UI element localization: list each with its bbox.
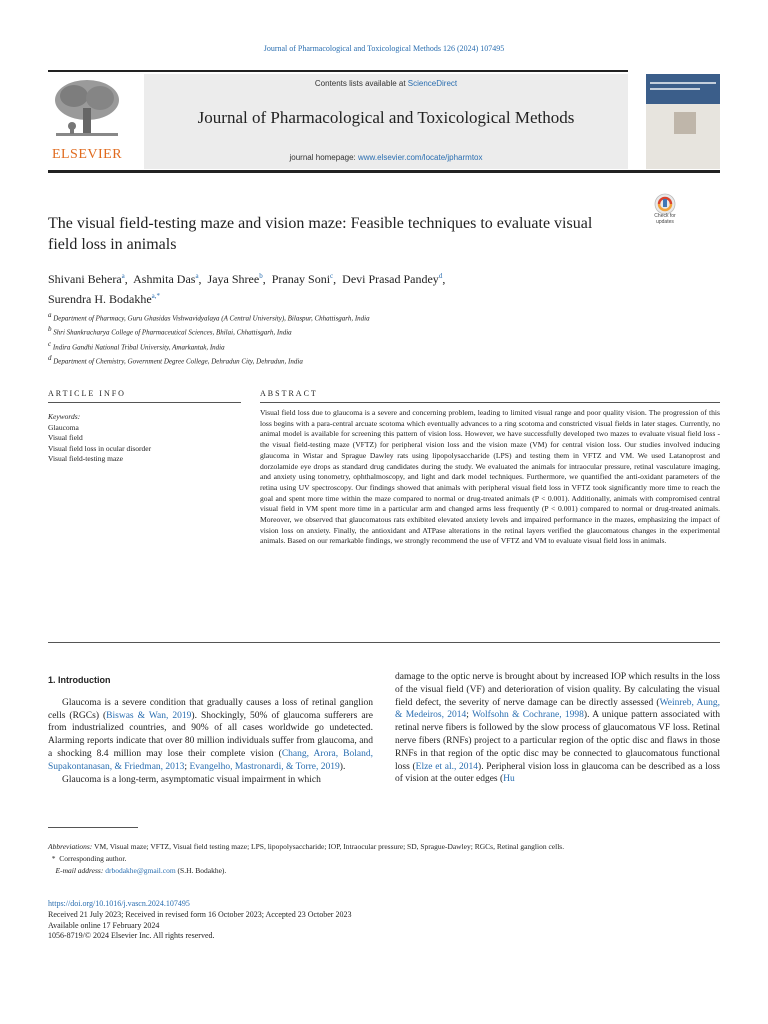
journal-homepage-link[interactable]: www.elsevier.com/locate/jpharmtox — [358, 153, 483, 162]
email-link[interactable]: drbodakhe@gmail.com — [105, 866, 176, 875]
text-run: ). Peripheral vision loss in glaucoma can be described as a loss of vision at the outer edges ( — [395, 761, 720, 785]
footnotes — [48, 841, 720, 877]
author-name: Shivani Behera — [48, 272, 122, 286]
text-run: damage to the optic nerve is brought about by increased IOP which results in the loss of the visual field (VF) and deterioration of vision quality. By calculating the visual field defect, the severity of nerve damage can be directly assessed ( — [395, 672, 720, 708]
affiliation-text: Department of Pharmacy, Guru Ghasidas Vishwavidyalaya (A Central University), Bilaspur, Chhattisgarh, India — [53, 314, 370, 323]
text-run: Glaucoma is a severe condition that gradually causes a loss of retinal ganglion cells (RGCs) ( — [48, 697, 373, 721]
section-heading-introduction: 1. Introduction — [48, 675, 111, 685]
contents-line — [144, 79, 628, 88]
elsevier-tree-icon — [52, 78, 122, 140]
doi-link[interactable]: https://doi.org/10.1016/j.vascn.2024.107495 — [48, 899, 190, 908]
running-head[interactable]: Journal of Pharmacological and Toxicological Methods 126 (2024) 107495 — [263, 44, 505, 53]
abbreviations-text: VM, Visual maze; VFTZ, Visual field testing maze; LPS, lipopolysaccharide; IOP, Intraocular pressure; SD, Sprague-Dawley; RGCs, Retinal ganglion cells. — [92, 842, 565, 851]
abstract-text: Visual field loss due to glaucoma is a severe and concerning problem, leading to limited visual range and poor quality vision. The progression of this loss begins with a para-central arcuate scotoma which eventually advances to a ring scotoma and constricted visual fields in later stages. Currently, no animal model is available for screening this pattern of vision loss. However, we have successfully developed two mazes to evaluate visual field loss - the visual field-testing maze (VFTZ) for peripheral vision loss and the vision maze (VM) for central vision loss. Our studies involved inducing glaucoma in Wistar and Sprague Dawley rats using lipopolysaccharide (LPS) and testing them in VFTZ and VM. We used Latanoprost and dorzolamide eye drops as standard drug candidates during the study. We evaluated the animals for intraocular pressure, retinal vasculature imaging, and anxiety using tonometry, ophthalmoscopy, and light and dark model techniques. Furthermore, we quantified the anti-oxidant parameters of the retina using UV spectroscopy. Our findings showed that animals with peripheral visual field loss in VFTZ took significantly more time to reach the goal and spent more time within the maze compared to normal or drug-treated animals (P < 0.001). Additionally, animals with compromised central visual field in VM spent more time in a particular arm and changed arms less frequently (P < 0.001) compared to normal or drug-treated animals. Moreover, we observed that glaucomatous rats exhibited elevated anxiety levels and impaired performance in the mazes, emphasizing the impact of vision loss on anxiety. Finally, the antioxidant and ATPase alterations in the retinal layers verified the glaucomatous changes in the experimental animals. Based on our remarkable findings, we strongly recommend the use of VFTZ and VM to evaluate visual field loss in animals. — [260, 408, 720, 546]
author-affil-link[interactable]: d — [438, 272, 443, 280]
abstract-heading: ABSTRACT — [260, 389, 318, 398]
abstract-bottom-rule — [48, 642, 720, 643]
author-affil-link[interactable]: a — [195, 272, 199, 280]
cover-line — [650, 88, 700, 90]
author-name: Surendra H. Bodakhe — [48, 292, 152, 306]
intro-paragraph — [48, 697, 373, 774]
masthead-bottom-rule — [48, 170, 720, 173]
check-for-updates-label[interactable] — [643, 213, 687, 225]
abstract-rule — [260, 402, 720, 403]
affiliation-item — [48, 353, 668, 367]
abbreviations-footnote — [48, 841, 720, 853]
author-affil-link[interactable]: b — [259, 272, 263, 280]
text-run: ). Shockingly, 50% of glaucoma sufferers are from industrialized countries, and 90% of all cases worldwide go undetected. Alarming reports indicate that over 80 million individuals suffer from glaucoma, and a shocking 8.4 million may lose their complete vision ( — [48, 710, 373, 759]
publication-info — [48, 899, 720, 942]
keyword-item: Visual field loss in ocular disorder — [48, 443, 152, 453]
author-name: Pranay Soni — [271, 272, 331, 286]
affiliation-marker: c — [48, 339, 52, 348]
citation-link[interactable]: Evangelho, Mastronardi, & Torre, 2019 — [189, 761, 340, 772]
email-footnote — [48, 865, 720, 877]
body-column-left — [48, 671, 373, 786]
journal-banner — [144, 74, 628, 169]
citation-link[interactable]: Biswas & Wan, 2019 — [106, 710, 192, 721]
body-column-right — [395, 671, 720, 786]
author-name: Jaya Shree — [207, 272, 260, 286]
check-label-line1: Check for — [654, 213, 676, 219]
citation-link[interactable]: Wolfsohn & Cochrane, 1998 — [472, 710, 584, 721]
journal-masthead — [48, 74, 628, 169]
affiliation-text: Indira Gandhi National Tribal University, Amarkantak, India — [52, 342, 225, 351]
email-owner: (S.H. Bodakhe). — [175, 866, 227, 875]
footnote-rule — [48, 827, 138, 828]
author-name: Ashmita Das — [133, 272, 196, 286]
text-run: ). A unique pattern associated with retinal nerve fibers is followed by the slow process of glaucomatous VF loss. Retinal nerve fibers (RNFs) project to a particular region of the optic disc and flaws in those RNFs in that region of the optic disc may be connected to glaucomatous functional loss ( — [395, 710, 721, 772]
affiliations — [48, 310, 668, 367]
keywords-label: Keywords: — [48, 412, 81, 421]
author-affil-link[interactable]: c — [330, 272, 334, 280]
citation-link[interactable]: Weinreb, Aung, & Medeiros, 2014 — [395, 697, 721, 721]
affiliation-text: Department of Chemistry, Government Degree College, Dehradun City, Dehradun, India — [53, 357, 303, 366]
affiliation-marker: b — [48, 325, 52, 334]
sciencedirect-link[interactable]: ScienceDirect — [407, 79, 458, 88]
citation-link[interactable]: Chang, Arora, Boland, Supakontanasan, & Friedman, 2013 — [48, 748, 373, 772]
author-list: Shivani Behera$^a$, Ashmita Das$^a$, Jaya Shree$^b$, Pranay Soni$^c$, Devi Prasad Pandey$^d$, Surendra H. Bodakhe$^{a,*}$ — [48, 272, 446, 306]
article-title: The visual field-testing maze and vision maze: Feasible techniques to evaluate visual field loss in animals — [48, 215, 593, 253]
contents-prefix: Contents lists available at — [314, 79, 408, 88]
homepage-line — [144, 153, 628, 162]
keywords-list — [48, 412, 151, 465]
corresponding-text: Corresponding author. — [59, 854, 127, 863]
publisher-name: ELSEVIER — [51, 147, 123, 162]
cover-figure — [674, 112, 696, 134]
intro-paragraph-continued — [395, 671, 720, 786]
article-info-rule — [48, 402, 241, 403]
citation-link[interactable]: Elze et al., 2014 — [415, 761, 479, 772]
text-run: ; — [184, 761, 190, 772]
abbreviations-label: Abbreviations: — [48, 842, 93, 851]
available-online: Available online 17 February 2024 — [48, 920, 160, 930]
keyword-item: Visual field-testing maze — [48, 454, 123, 463]
author-name: Devi Prasad Pandey — [342, 272, 439, 286]
check-label-line2: updates — [656, 219, 674, 225]
keyword-item: Glaucoma — [48, 422, 79, 432]
affiliation-marker: a — [48, 311, 52, 319]
journal-title: Journal of Pharmacological and Toxicological Methods — [197, 108, 575, 127]
homepage-prefix: journal homepage: — [289, 153, 358, 162]
copyright-line: 1056-8719/© 2024 Elsevier Inc. All rights reserved. — [48, 931, 215, 941]
cover-line — [650, 82, 716, 84]
corresponding-footnote: * Corresponding author. — [48, 854, 127, 863]
affiliation-item — [48, 310, 668, 324]
article-info-heading: ARTICLE INFO — [48, 389, 126, 398]
keyword-item: Visual field — [48, 433, 83, 442]
affiliation-text: Shri Shankracharya College of Pharmaceutical Sciences, Bhilai, Chhattisgarh, India — [53, 328, 292, 337]
author-affil-link[interactable]: a — [121, 272, 125, 280]
masthead-top-rule — [48, 70, 628, 72]
journal-cover-image — [646, 74, 720, 169]
elsevier-logo — [48, 74, 126, 169]
text-run: ). — [339, 761, 346, 772]
affiliation-marker: d — [48, 353, 52, 362]
intro-paragraph: Glaucoma is a long-term, asymptomatic visual impairment in which — [62, 774, 321, 785]
author-affil-link[interactable]: a,* — [151, 292, 160, 300]
email-label: E-mail address: — [55, 866, 104, 875]
text-run: ; — [466, 710, 473, 721]
citation-link[interactable]: Hu — [503, 774, 515, 785]
received-dates: Received 21 July 2023; Received in revised form 16 October 2023; Accepted 23 October 2023 — [48, 909, 352, 919]
affiliation-item — [48, 324, 668, 338]
affiliation-item — [48, 339, 668, 353]
